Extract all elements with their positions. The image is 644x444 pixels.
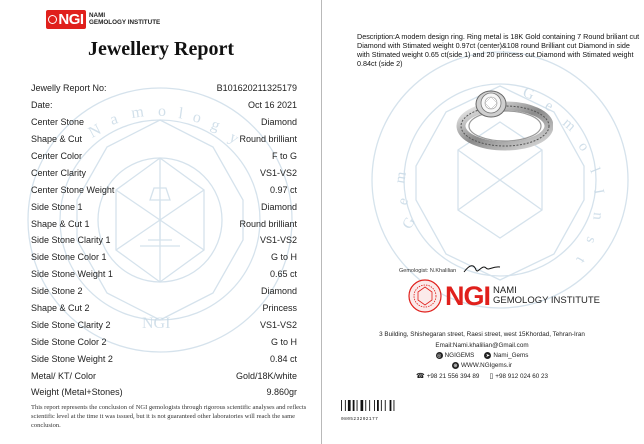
instagram-handle: NGIGEMS — [444, 352, 475, 360]
report-row — [31, 367, 297, 384]
svg-text:e: e — [542, 97, 556, 115]
barcode-bar — [374, 400, 375, 411]
barcode-bar — [365, 400, 366, 411]
telegram-icon: ➤ — [485, 352, 490, 359]
barcode-bar — [348, 400, 351, 411]
svg-text:NGI: NGI — [142, 315, 171, 332]
ngi-logo-mark — [46, 10, 86, 29]
address: 3 Building, Shishegaran street, Raesi street, west 15Khordad, Tehran-Iran — [379, 331, 585, 338]
social-links — [352, 352, 612, 359]
row-value: 0.84 ct — [269, 353, 297, 364]
svg-text:n: n — [589, 211, 606, 221]
report-details-table — [31, 80, 297, 401]
row-value: B101620211325179 — [216, 83, 297, 94]
institute-name-line1: NAMI — [89, 11, 106, 19]
seal-icon — [408, 279, 442, 313]
row-value: G to H — [270, 252, 297, 263]
svg-text:l: l — [177, 105, 185, 123]
report-row — [31, 80, 297, 97]
report-row — [31, 97, 297, 114]
row-value: VS1-VS2 — [259, 235, 297, 246]
report-row — [31, 181, 297, 198]
barcode-bar — [390, 400, 392, 411]
row-value: 0.65 ct — [269, 269, 297, 280]
row-label: Center Clarity — [31, 167, 87, 178]
svg-text:g: g — [208, 115, 223, 135]
row-value: Round brilliant — [239, 134, 297, 145]
row-value: Round brilliant — [239, 218, 297, 229]
gemologist-signature-block — [399, 262, 502, 274]
row-label: Center Stone Weight — [31, 184, 115, 195]
report-barcode — [341, 398, 403, 422]
barcode-bar — [385, 400, 386, 411]
instagram-link[interactable] — [436, 352, 475, 359]
report-row — [31, 148, 297, 165]
row-value: Gold/18K/white — [235, 370, 297, 381]
barcode-bar — [377, 400, 379, 411]
row-label: Metal/ KT/ Color — [31, 370, 97, 381]
institute-name-large — [493, 286, 600, 306]
report-row — [31, 249, 297, 266]
gemologist-name: Gemologist: N.Khalilian — [399, 268, 457, 274]
email: Email:Nami.khalilian@Gmail.com — [435, 342, 529, 349]
row-label: Side Stone Color 2 — [31, 336, 107, 347]
row-label: Shape & Cut — [31, 134, 83, 145]
row-label: Weight (Metal+Stones) — [31, 387, 123, 398]
barcode-number: 080523202177 — [341, 417, 379, 422]
row-value: Diamond — [260, 117, 297, 128]
phone-text: +98 21 556 394 89 — [426, 373, 480, 380]
row-value: 0.97 ct — [269, 184, 297, 195]
item-description: Description:A modern design ring. Ring metal is 18K Gold containing 7 Round briliant cut Diamond with Stimated weight 0.97ct (center)&108 round Brilliant cut Diamond in side with Stimated weight 0.65 ct(side 1) and 20 princess cut Diamond with Stimated weight 0.84ct (side 2) — [357, 32, 640, 69]
row-label: Date: — [31, 100, 53, 111]
svg-text:m: m — [130, 103, 145, 122]
logo-mark-text: NGI — [58, 11, 84, 28]
row-value: F to G — [271, 151, 297, 161]
globe-icon: ⊕ — [453, 362, 458, 369]
svg-text:I: I — [590, 187, 607, 196]
svg-text:l: l — [586, 165, 603, 176]
row-label: Center Stone — [31, 117, 85, 128]
row-label: Side Stone 2 — [31, 286, 83, 297]
row-value: Oct 16 2021 — [247, 100, 297, 111]
phone-numbers — [352, 372, 612, 380]
mobile-number[interactable] — [489, 372, 548, 380]
report-row — [31, 300, 297, 317]
report-row — [31, 128, 297, 148]
svg-text:o: o — [190, 108, 204, 127]
svg-text:o: o — [158, 103, 166, 120]
barcode-bar — [394, 400, 395, 411]
svg-text:N: N — [85, 121, 105, 142]
institute-name-line2: GEMOLOGY INSTITUTE — [493, 295, 600, 306]
svg-text:G: G — [520, 84, 537, 104]
mobile-icon: ▯ — [489, 373, 494, 380]
report-row — [31, 114, 297, 131]
report-row — [31, 164, 297, 181]
barcode-bar — [361, 400, 364, 411]
telegram-link[interactable] — [484, 352, 528, 359]
institute-name-line1: NAMI — [493, 285, 517, 297]
row-value: Diamond — [260, 286, 297, 297]
svg-text:m: m — [392, 170, 410, 185]
svg-text:t: t — [572, 254, 589, 266]
svg-text:G: G — [399, 214, 419, 232]
telegram-handle: Nami_Gems — [493, 352, 529, 360]
svg-text:a: a — [107, 110, 120, 129]
report-row — [31, 215, 297, 232]
website-link[interactable] — [352, 362, 612, 369]
report-row — [31, 316, 297, 333]
signature-mark — [462, 262, 502, 274]
report-title: Jewellery Report — [87, 38, 235, 60]
ring-photo — [453, 84, 553, 152]
row-value: G to H — [270, 336, 297, 347]
row-label: Side Stone Weight 2 — [31, 353, 113, 364]
institute-name-line2: GEMOLOGY INSTITUTE — [89, 18, 161, 26]
institute-logo-large — [408, 279, 600, 313]
row-value: Diamond — [260, 201, 297, 212]
barcode-bars — [341, 400, 403, 411]
row-value: VS1-VS2 — [259, 319, 297, 330]
barcode-bar — [369, 400, 370, 411]
barcode-bar — [353, 400, 355, 411]
row-label: Shape & Cut 2 — [31, 303, 90, 314]
svg-text:o: o — [574, 139, 593, 155]
barcode-bar — [345, 400, 346, 411]
instagram-icon: ◎ — [436, 352, 442, 359]
mobile-text: +98 912 024 60 23 — [495, 373, 548, 380]
report-back-page — [322, 0, 644, 444]
row-value: Princess — [262, 303, 297, 314]
row-label: Side Stone Clarity 1 — [31, 235, 111, 246]
barcode-bar — [381, 400, 382, 411]
row-label: Side Stone Weight 1 — [31, 269, 113, 280]
row-value: 9.860gr — [266, 387, 297, 398]
report-row — [31, 283, 297, 300]
seal-icon — [48, 15, 57, 24]
disclaimer-text: This report represents the conclusion of NGI gemologists through rigorous scientific analyses and reflects scientific level at the time it was issued, but it is not guaranteed other laboratories will reach the same conclusion. — [31, 404, 307, 429]
institute-name — [89, 13, 160, 26]
phone-icon: ☎ — [416, 373, 425, 380]
row-label: Shape & Cut 1 — [31, 218, 90, 229]
row-label: Side Stone Color 1 — [31, 252, 107, 263]
report-row — [31, 198, 297, 215]
institute-logo — [46, 10, 160, 29]
phone-number[interactable] — [416, 372, 479, 380]
row-label: Jewelly Report No: — [31, 83, 107, 94]
report-row — [31, 384, 297, 401]
barcode-bar — [357, 400, 358, 411]
ngi-logo-mark-large: NGI — [445, 280, 491, 311]
svg-text:e: e — [394, 195, 413, 208]
row-value: VS1-VS2 — [259, 167, 297, 178]
row-label: Center Color — [31, 151, 83, 161]
report-row — [31, 266, 297, 283]
report-row — [31, 232, 297, 249]
row-label: Side Stone 1 — [31, 201, 83, 212]
row-label: Side Stone Clarity 2 — [31, 319, 111, 330]
website-url: WWW.NGIgems.ir — [460, 362, 513, 370]
report-row — [31, 350, 297, 367]
svg-text:y: y — [225, 128, 242, 148]
report-row — [31, 333, 297, 350]
barcode-bar — [341, 400, 342, 411]
svg-text:s: s — [582, 234, 600, 246]
svg-text:m: m — [559, 115, 579, 135]
